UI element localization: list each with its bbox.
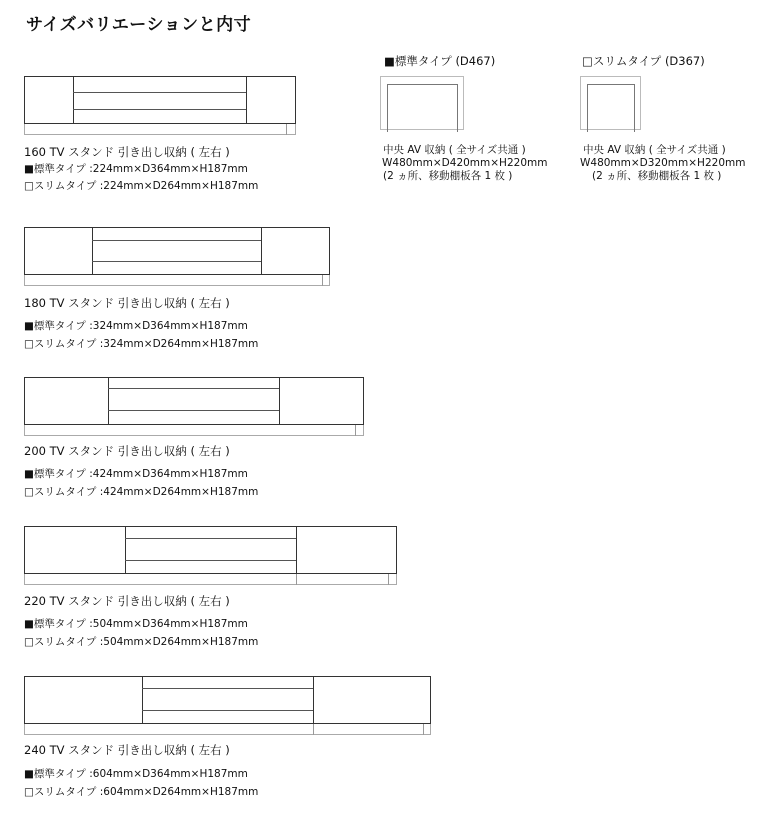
variant-220-standard: ■標準タイプ :504mm×D364mm×H187mm: [24, 618, 248, 630]
page-title: サイズバリエーションと内寸: [26, 15, 252, 35]
av-standard-line3: (2 ヵ所、移動棚板各 1 枚 ): [383, 170, 513, 182]
variant-200-name: 200 TV スタンド 引き出し収納 ( 左右 ): [24, 444, 230, 458]
variant-180-slim: □スリムタイプ :324mm×D264mm×H187mm: [24, 338, 259, 350]
av-slim-title: □スリムタイプ (D367): [582, 54, 705, 68]
variant-180-standard: ■標準タイプ :324mm×D364mm×H187mm: [24, 320, 248, 332]
av-standard-line1: 中央 AV 収納 ( 全サイズ共通 ): [383, 144, 526, 156]
variant-160-name: 160 TV スタンド 引き出し収納 ( 左右 ): [24, 145, 230, 159]
variant-240-name: 240 TV スタンド 引き出し収納 ( 左右 ): [24, 743, 230, 757]
av-standard-title: ■標準タイプ (D467): [384, 54, 496, 68]
variant-180-name: 180 TV スタンド 引き出し収納 ( 左右 ): [24, 296, 230, 310]
variant-200-slim: □スリムタイプ :424mm×D264mm×H187mm: [24, 486, 259, 498]
av-slim-line2: W480mm×D320mm×H220mm: [580, 157, 746, 169]
av-slim-line3: (2 ヵ所、移動棚板各 1 枚 ): [592, 170, 722, 182]
variant-160-standard: ■標準タイプ :224mm×D364mm×H187mm: [24, 163, 248, 175]
variant-240-slim: □スリムタイプ :604mm×D264mm×H187mm: [24, 786, 259, 798]
av-slim-line1: 中央 AV 収納 ( 全サイズ共通 ): [583, 144, 726, 156]
variant-220-slim: □スリムタイプ :504mm×D264mm×H187mm: [24, 636, 259, 648]
variant-160-slim: □スリムタイプ :224mm×D264mm×H187mm: [24, 180, 259, 192]
variant-200-standard: ■標準タイプ :424mm×D364mm×H187mm: [24, 468, 248, 480]
variant-240-standard: ■標準タイプ :604mm×D364mm×H187mm: [24, 768, 248, 780]
variant-220-name: 220 TV スタンド 引き出し収納 ( 左右 ): [24, 594, 230, 608]
av-standard-line2: W480mm×D420mm×H220mm: [382, 157, 548, 169]
